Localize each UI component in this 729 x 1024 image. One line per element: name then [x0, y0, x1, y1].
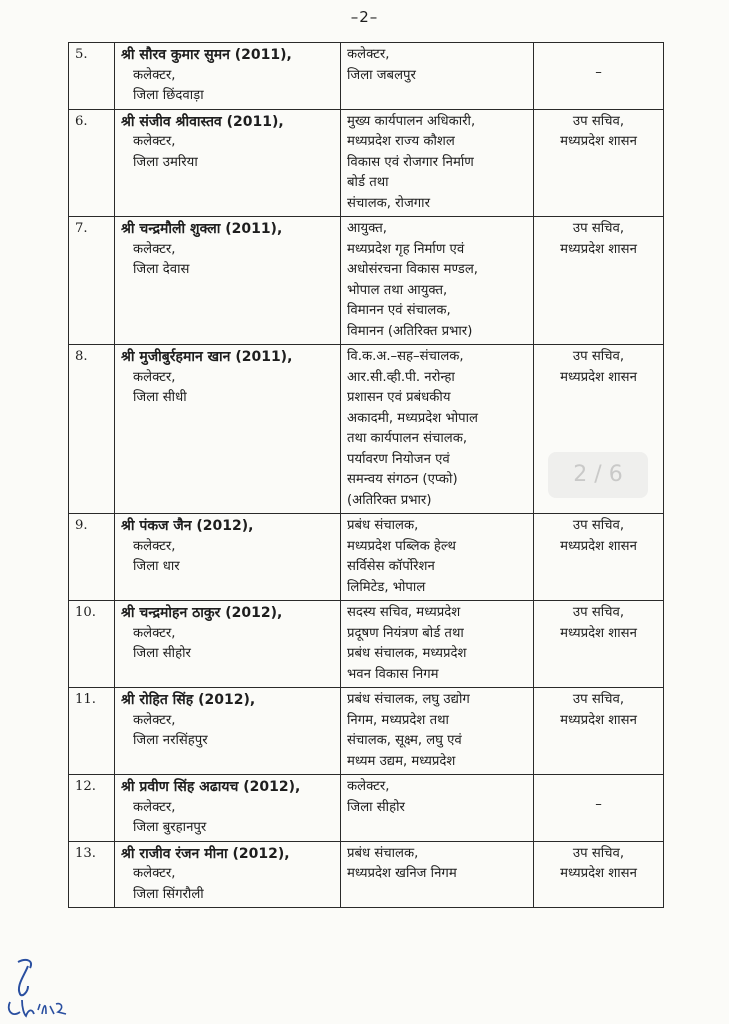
new-posting-line: मध्यप्रदेश पब्लिक हेल्थ — [347, 538, 456, 554]
new-posting-line: अधोसंरचना विकास मण्डल, — [347, 262, 478, 277]
table-row — [69, 514, 664, 601]
new-posting-line: प्रबंध संचालक, मध्यप्रदेश — [347, 646, 467, 661]
officer-name: श्री चन्द्रमौली शुक्ला (2011), — [121, 221, 283, 237]
new-posting-line: जिला जबलपुर — [347, 67, 416, 83]
new-posting-line: आयुक्त, — [347, 221, 387, 236]
new-posting-line: कलेक्टर, — [347, 779, 390, 794]
ex-officio-line: मध्यप्रदेश शासन — [560, 625, 637, 641]
ex-officio-line: – — [595, 797, 602, 812]
new-posting-line: मध्यप्रदेश खनिज निगम — [347, 866, 457, 881]
table-row — [69, 217, 664, 345]
ex-officio-cell — [534, 775, 664, 842]
new-posting-line: निगम, मध्यप्रदेश तथा — [347, 712, 449, 728]
new-posting-cell — [341, 841, 534, 908]
officer-cell — [115, 775, 341, 842]
current-posting-line: जिला सीधी — [133, 390, 187, 405]
ex-officio-line: उप सचिव, — [572, 605, 625, 620]
current-posting-line: जिला उमरिया — [133, 154, 198, 170]
new-posting-line: पर्यावरण नियोजन एवं — [347, 451, 450, 467]
new-posting-line: सदस्य सचिव, मध्यप्रदेश — [347, 605, 461, 620]
new-posting-line: संचालक, सूक्ष्म, लघु एवं — [347, 733, 462, 748]
serial-number: 5. — [69, 43, 115, 110]
officer-name: श्री मुजीबुर्रहमान खान (2011), — [121, 349, 293, 365]
current-posting-line: जिला छिंदवाड़ा — [133, 88, 204, 103]
current-posting-line: कलेक्टर, — [133, 241, 176, 257]
current-posting-line: कलेक्टर, — [133, 538, 176, 554]
new-posting-line: संचालक, रोजगार — [347, 195, 430, 211]
new-posting-cell — [341, 345, 534, 514]
new-posting-line: विमानन (अतिरिक्त प्रभार) — [347, 323, 473, 339]
new-posting-line: मध्यम उद्यम, मध्यप्रदेश — [347, 753, 456, 769]
current-posting-line: कलेक्टर, — [133, 134, 176, 149]
serial-number: 12. — [69, 775, 115, 842]
new-posting-line: प्रबंध संचालक, लघु उद्योग — [347, 692, 470, 707]
page-number: –2– — [350, 8, 379, 26]
new-posting-line: समन्वय संगठन (एप्को) — [347, 472, 458, 487]
ex-officio-line: उप सचिव, — [572, 845, 625, 861]
current-posting-line: जिला धार — [133, 559, 180, 574]
new-posting-line: मध्यप्रदेश गृह निर्माण एवं — [347, 241, 465, 257]
new-posting-cell — [341, 775, 534, 842]
ex-officio-line: मध्यप्रदेश शासन — [560, 712, 637, 728]
officer-name: श्री संजीव श्रीवास्तव (2011), — [121, 113, 284, 130]
current-posting-line: कलेक्टर, — [133, 799, 176, 815]
ex-officio-line: – — [595, 65, 602, 80]
ex-officio-line: मध्यप्रदेश शासन — [560, 866, 637, 881]
ex-officio-cell — [534, 841, 664, 908]
ex-officio-cell — [534, 109, 664, 217]
table-row — [69, 601, 664, 688]
new-posting-line: जिला सीहोर — [347, 799, 405, 815]
current-posting-line: जिला सीहोर — [133, 646, 191, 661]
officer-cell — [115, 841, 341, 908]
new-posting-cell — [341, 217, 534, 345]
officer-name: श्री पंकज जैन (2012), — [121, 518, 254, 534]
ex-officio-line: उप सचिव, — [572, 518, 625, 533]
serial-number: 6. — [69, 109, 115, 217]
table-row — [69, 775, 664, 842]
new-posting-line: भोपाल तथा आयुक्त, — [347, 282, 448, 298]
serial-number: 10. — [69, 601, 115, 688]
new-posting-line: विमानन एवं संचालक, — [347, 303, 451, 318]
serial-number: 11. — [69, 688, 115, 775]
current-posting-line: कलेक्टर, — [133, 67, 176, 83]
officer-name: श्री रोहित सिंह (2012), — [121, 692, 256, 708]
new-posting-line: अकादमी, मध्यप्रदेश भोपाल — [347, 410, 478, 426]
ex-officio-cell — [534, 43, 664, 110]
officer-cell — [115, 601, 341, 688]
ex-officio-line: उप सचिव, — [572, 349, 625, 364]
officer-name: श्री चन्द्रमोहन ठाकुर (2012), — [121, 605, 283, 621]
table-row — [69, 43, 664, 110]
ex-officio-line: मध्यप्रदेश शासन — [560, 369, 637, 385]
new-posting-line: वि.क.अ.–सह–संचालक, — [347, 349, 464, 364]
new-posting-cell — [341, 43, 534, 110]
officer-cell — [115, 345, 341, 514]
officer-name: श्री प्रवीण सिंह अढायच (2012), — [121, 779, 301, 795]
serial-number: 7. — [69, 217, 115, 345]
current-posting-line: कलेक्टर, — [133, 369, 176, 385]
new-posting-cell — [341, 109, 534, 217]
ex-officio-cell — [534, 688, 664, 775]
table-row — [69, 109, 664, 217]
new-posting-line: प्रबंध संचालक, — [347, 518, 419, 533]
new-posting-line: मुख्य कार्यपालन अधिकारी, — [347, 113, 476, 129]
current-posting-line: कलेक्टर, — [133, 625, 176, 641]
new-posting-line: भवन विकास निगम — [347, 666, 439, 682]
new-posting-line: बोर्ड तथा — [347, 175, 389, 190]
new-posting-line: प्रदूषण नियंत्रण बोर्ड तथा — [347, 625, 464, 641]
new-posting-cell — [341, 601, 534, 688]
new-posting-cell — [341, 514, 534, 601]
officer-cell — [115, 688, 341, 775]
new-posting-cell — [341, 688, 534, 775]
serial-number: 9. — [69, 514, 115, 601]
page-indicator-watermark: 2 / 6 — [548, 452, 648, 498]
ex-officio-line: मध्यप्रदेश शासन — [560, 241, 637, 257]
ex-officio-line: मध्यप्रदेश शासन — [560, 134, 637, 149]
officer-name: श्री सौरव कुमार सुमन (2011), — [121, 47, 292, 63]
ex-officio-line: उप सचिव, — [572, 221, 625, 236]
serial-number: 13. — [69, 841, 115, 908]
new-posting-line: विकास एवं रोजगार निर्माण — [347, 154, 474, 170]
signature-icon — [4, 952, 84, 1024]
ex-officio-cell — [534, 601, 664, 688]
ex-officio-cell — [534, 217, 664, 345]
current-posting-line: जिला सिंगरौली — [133, 886, 204, 902]
new-posting-line: (अतिरिक्त प्रभार) — [347, 492, 432, 508]
table-row — [69, 688, 664, 775]
ex-officio-line: उप सचिव, — [572, 692, 625, 707]
ex-officio-cell — [534, 514, 664, 601]
table-row — [69, 841, 664, 908]
officer-cell — [115, 514, 341, 601]
current-posting-line: जिला नरसिंहपुर — [133, 733, 208, 748]
ex-officio-line: उप सचिव, — [572, 113, 625, 129]
officer-cell — [115, 109, 341, 217]
officer-cell — [115, 217, 341, 345]
new-posting-line: प्रबंध संचालक, — [347, 845, 419, 861]
ex-officio-line: मध्यप्रदेश शासन — [560, 538, 637, 554]
officer-cell — [115, 43, 341, 110]
new-posting-line: लिमिटेड, भोपाल — [347, 579, 426, 595]
new-posting-line: कलेक्टर, — [347, 47, 390, 62]
current-posting-line: कलेक्टर, — [133, 866, 176, 881]
current-posting-line: जिला देवास — [133, 262, 190, 277]
serial-number: 8. — [69, 345, 115, 514]
new-posting-line: सर्विसेस कॉर्पोरेशन — [347, 559, 435, 574]
new-posting-line: तथा कार्यपालन संचालक, — [347, 431, 468, 446]
officer-name: श्री राजीव रंजन मीना (2012), — [121, 845, 290, 862]
current-posting-line: कलेक्टर, — [133, 712, 176, 728]
current-posting-line: जिला बुरहानपुर — [133, 820, 207, 835]
new-posting-line: आर.सी.व्ही.पी. नरोन्हा — [347, 369, 455, 385]
new-posting-line: मध्यप्रदेश राज्य कौशल — [347, 134, 455, 149]
new-posting-line: प्रशासन एवं प्रबंधकीय — [347, 390, 451, 405]
